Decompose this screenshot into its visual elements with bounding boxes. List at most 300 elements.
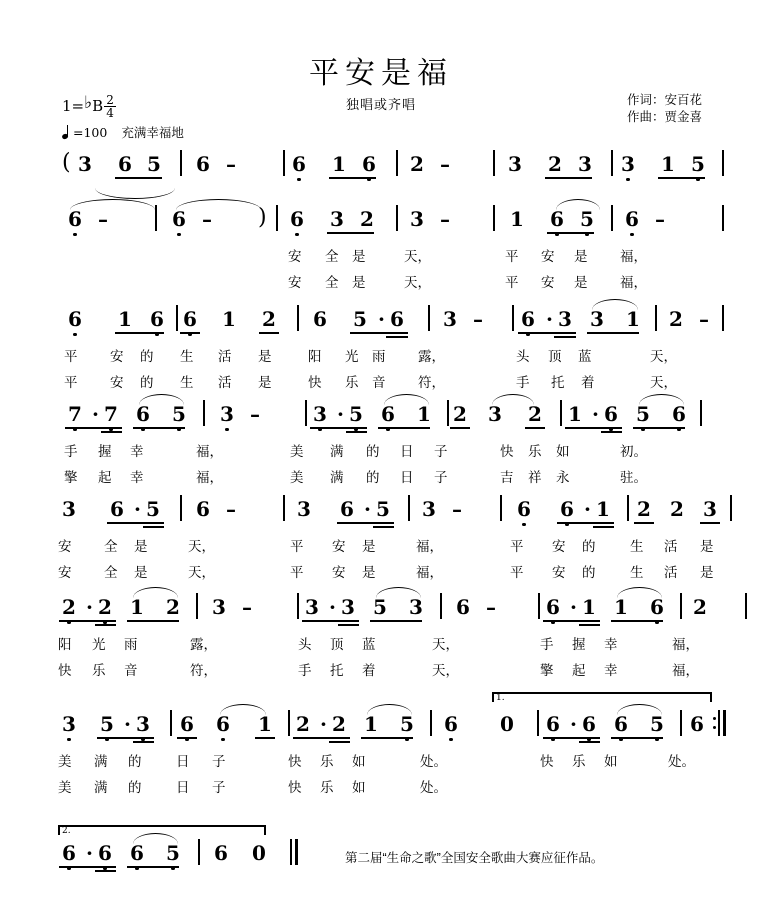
barline [198,839,200,865]
lyric-syllable: 是 [574,275,588,290]
note: 6 [172,207,186,231]
note: 5 [376,497,390,521]
barline [730,495,732,521]
note: 5 [172,402,186,426]
note: 1 [364,712,378,736]
barline [493,150,495,176]
lyric-syllable: 音 [372,375,386,390]
lyric-syllable: 活 [218,349,232,364]
lyrics-line-4-verse-2 [0,466,762,492]
barline [680,593,682,619]
lyric-syllable: 擎 [64,470,78,485]
competition-note: 第二届“生命之歌”全国安全歌曲大赛应征作品。 [345,851,604,865]
intro-open-paren: ( [62,150,71,175]
augmentation-dot: · [320,712,327,736]
note: 2 [410,152,424,176]
note: 6 [98,841,112,865]
lyric-syllable: 福， [672,637,699,652]
note: 3 [297,497,311,521]
key-prefix: 1= [62,97,85,115]
note: 6 [521,307,535,331]
lyric-syllable: 音 [124,663,138,678]
note: 5 [100,712,114,736]
beam [310,427,367,429]
lyric-syllable: 安 [288,249,302,264]
lyric-syllable: 初。 [620,444,647,459]
lyric-syllable: 全 [325,249,339,264]
lyric-syllable: 手 [298,663,312,678]
lyric-syllable: 处。 [420,754,447,769]
lyric-syllable: 快 [288,754,302,769]
lyric-syllable: 的 [128,754,142,769]
note: 6 [650,595,664,619]
beam [547,232,594,234]
note: 1 [222,307,236,331]
lyric-syllable: 平 [505,249,519,264]
lyric-syllable: 快 [540,754,554,769]
lyrics-line-7-verse-1 [0,750,762,776]
lyric-syllable: 子 [434,444,448,459]
note: 6 [546,712,560,736]
lyric-syllable: 平 [505,275,519,290]
lyric-syllable: 顶 [548,349,562,364]
beam [346,431,367,433]
score-row-2 [0,205,762,297]
note: 5 [146,497,160,521]
augmentation-dot: · [92,402,99,426]
key-letter: B [92,97,104,115]
augmentation-dot: · [570,595,577,619]
score-row-1 [0,150,762,190]
lyric-syllable: 乐 [320,780,334,795]
barline [276,205,278,231]
lyric-syllable: 快 [308,375,322,390]
note: 1 [332,152,346,176]
slur [592,299,638,310]
note: 0 [500,712,514,736]
lyric-syllable: 幸 [604,663,618,678]
lyrics-line-4-verse-1 [0,440,762,466]
time-signature [104,94,116,119]
lyric-syllable: 永 [556,470,570,485]
note-extender: – [226,497,236,521]
beam [337,522,394,524]
lyric-syllable: 光 [92,637,106,652]
note: 2 [548,152,562,176]
lyric-syllable: 乐 [528,444,542,459]
lyrics-line-2-verse-1 [0,245,762,271]
lyric-syllable: 福， [416,565,443,580]
lyric-syllable: 生 [630,539,644,554]
lyrics-line-5-verse-2 [0,561,762,587]
note: 6 [340,497,354,521]
note: 3 [62,497,76,521]
lyric-syllable: 天， [188,539,215,554]
barline [560,400,562,426]
slur [133,587,178,598]
score-row-7 [0,693,762,802]
note: 3 [62,712,76,736]
lyric-syllable: 安 [110,375,124,390]
note: 5 [636,402,650,426]
note: 5 [353,307,367,331]
beam [386,336,408,338]
note: 3 [703,497,717,521]
lyric-syllable: 是 [574,249,588,264]
barline [297,593,299,619]
slur [556,199,600,210]
note: 6 [444,712,458,736]
intro-close-paren: ) [258,205,267,230]
slur [133,833,178,844]
lyric-syllable: 的 [582,565,596,580]
lyric-syllable: 满 [330,444,344,459]
lyric-syllable: 乐 [572,754,586,769]
lyric-syllable: 是 [258,349,272,364]
slur [70,199,155,210]
lyric-syllable: 日 [400,444,414,459]
page-subtitle: 独唱或齐唱 [345,97,416,112]
augmentation-dot: · [570,712,577,736]
note: 2 [528,402,542,426]
lyric-syllable: 福， [620,249,647,264]
lyric-syllable: 福， [620,275,647,290]
note: 1 [596,497,610,521]
lyric-syllable: 雨 [124,637,138,652]
note-extender: – [699,307,709,331]
lyric-syllable: 天， [404,249,431,264]
augmentation-dot: · [364,497,371,521]
note: 6 [130,841,144,865]
lyric-syllable: 天， [650,349,677,364]
barline [722,305,724,331]
note: 2 [166,595,180,619]
lyric-syllable: 处。 [420,780,447,795]
note: 3 [422,497,436,521]
lyric-syllable: 平 [510,565,524,580]
barline [512,305,514,331]
note: 5 [373,595,387,619]
lyric-syllable: 全 [104,539,118,554]
lyric-syllable: 露， [190,637,217,652]
beam [543,620,600,622]
lyric-syllable: 平 [510,539,524,554]
lyric-syllable: 的 [140,349,154,364]
time-numerator: 2 [106,92,114,107]
lyric-syllable: 生 [630,565,644,580]
barline [176,305,178,331]
note: 3 [590,307,604,331]
lyric-syllable: 活 [664,539,678,554]
beam [133,427,185,429]
barline [288,710,290,736]
lyric-syllable: 生 [180,349,194,364]
note: 2 [453,402,467,426]
lyric-syllable: 的 [366,470,380,485]
note: 1 [626,307,640,331]
note-extender: – [655,207,665,231]
lyric-syllable: 蓝 [362,637,376,652]
note: 7 [104,402,118,426]
note: 3 [305,595,319,619]
note: 6 [216,712,230,736]
lyric-syllable: 幸 [604,637,618,652]
beam [95,624,116,626]
lyric-syllable: 安 [288,275,302,290]
barline [430,710,432,736]
note: 6 [604,402,618,426]
lyric-syllable: 天， [188,565,215,580]
composer-credit: 作曲：贾金喜 [626,110,702,124]
beam [293,737,350,739]
note: 6 [456,595,470,619]
augmentation-dot: · [134,497,141,521]
note: 2 [262,307,276,331]
note: 5 [691,152,705,176]
beam [177,737,197,739]
note: 6 [690,712,704,736]
note: 3 [313,402,327,426]
lyric-syllable: 平 [290,565,304,580]
note: 6 [110,497,124,521]
lyric-syllable: 头 [516,349,530,364]
beam [95,870,116,872]
note: 2 [98,595,112,619]
notation-line-4 [0,400,762,440]
lyric-syllable: 阳 [58,637,72,652]
note: 2 [693,595,707,619]
note: 3 [443,307,457,331]
barline [203,400,205,426]
note: 0 [252,841,266,865]
note: 1 [510,207,524,231]
slur [176,199,261,210]
lyrics-line-3-verse-2 [0,371,762,397]
lyric-syllable: 美 [290,444,304,459]
lyric-syllable: 着 [362,663,376,678]
beam [518,332,576,334]
augmentation-dot: · [86,841,93,865]
lyric-syllable: 安 [58,565,72,580]
lyric-syllable: 如 [556,444,570,459]
note: 1 [661,152,675,176]
note: 2 [637,497,651,521]
lyric-syllable: 全 [104,565,118,580]
augmentation-dot: · [592,402,599,426]
score-row-3 [0,305,762,397]
barline [722,205,724,231]
note: 1 [118,307,132,331]
lyric-syllable: 头 [298,637,312,652]
note: 2 [670,497,684,521]
beam [107,522,164,524]
note: 6 [362,152,376,176]
lyric-syllable: 福， [416,539,443,554]
note: 6 [196,497,210,521]
lyric-syllable: 子 [434,470,448,485]
beam [450,427,470,429]
beam [143,526,164,528]
barline [180,150,182,176]
note: 2 [360,207,374,231]
note: 6 [292,152,306,176]
lyric-syllable: 托 [330,663,344,678]
barline [722,150,724,176]
note: 5 [147,152,161,176]
lyric-syllable: 活 [218,375,232,390]
lyric-syllable: 露， [418,349,445,364]
note-extender: – [202,207,212,231]
lyric-syllable: 是 [134,565,148,580]
note: 6 [672,402,686,426]
notation-line-7 [0,700,762,740]
lyric-syllable: 的 [128,780,142,795]
note: 5 [580,207,594,231]
lyric-syllable: 是 [352,249,366,264]
beam [133,741,154,743]
augmentation-dot: · [584,497,591,521]
beam [97,737,154,739]
lyric-syllable: 如 [352,754,366,769]
note: 2 [669,307,683,331]
slur [376,587,421,598]
note: 3 [78,152,92,176]
lyric-syllable: 快 [58,663,72,678]
beam [579,741,600,743]
beam [633,427,685,429]
beam [329,177,376,179]
lyrics-line-6-verse-2 [0,659,762,685]
note: 6 [196,152,210,176]
beam [329,741,350,743]
lyric-syllable: 着 [581,375,595,390]
beam [611,620,663,622]
beam [361,737,413,739]
note: 6 [180,712,194,736]
note: 6 [517,497,531,521]
lyric-syllable: 握 [98,444,112,459]
lyric-syllable: 福， [196,444,223,459]
note: 6 [550,207,564,231]
barline [305,400,307,426]
note-extender: – [486,595,496,619]
slur [95,188,175,199]
lyric-syllable: 顶 [330,637,344,652]
lyric-syllable: 平 [290,539,304,554]
barline [170,710,172,736]
lyric-syllable: 平 [64,375,78,390]
barline [700,400,702,426]
note: 5 [166,841,180,865]
mood-marking: 充满幸福地 [121,126,184,140]
lyric-syllable: 日 [176,780,190,795]
lyric-syllable: 的 [140,375,154,390]
barline [627,495,629,521]
barline [537,710,539,736]
lyric-syllable: 符， [418,375,445,390]
note: 3 [578,152,592,176]
note: 3 [136,712,150,736]
slur [220,704,266,715]
beam [127,866,179,868]
beam [327,232,374,234]
lyrics-line-5-verse-1 [0,535,762,561]
barline [408,495,410,521]
lyric-syllable: 手 [64,444,78,459]
barline [440,593,442,619]
lyric-syllable: 起 [572,663,586,678]
note: 5 [650,712,664,736]
lyric-syllable: 安 [552,565,566,580]
beam [59,620,116,622]
lyrics-line-2-verse-2 [0,271,762,297]
beam [587,332,639,334]
tempo-value: =100 [73,124,108,140]
lyric-syllable: 安 [552,539,566,554]
second-ending-label: 2. [62,826,71,836]
slur [367,704,412,715]
beam [255,737,275,739]
barline [428,305,430,331]
barline [196,593,198,619]
barline [745,593,747,619]
note: 1 [582,595,596,619]
notation-line-1 [0,150,762,190]
beam [350,332,408,334]
note: 1 [130,595,144,619]
beam [543,737,600,739]
note: 6 [150,307,164,331]
lyric-syllable: 天， [432,663,459,678]
note: 3 [212,595,226,619]
note: 2 [296,712,310,736]
augmentation-dot: · [337,402,344,426]
credits [627,92,702,126]
note: 6 [614,712,628,736]
lyric-syllable: 符， [190,663,217,678]
notation-line-5 [0,495,762,535]
note: 6 [390,307,404,331]
lyric-syllable: 阳 [308,349,322,364]
note-extender: – [440,207,450,231]
lyric-syllable: 全 [325,275,339,290]
barline [283,150,285,176]
lyric-syllable: 安 [332,539,346,554]
lyric-syllable: 驻。 [620,470,647,485]
quarter-note-icon [62,126,71,138]
barline [396,205,398,231]
lyrics-line-7-verse-2 [0,776,762,802]
lyrics-line-3-verse-1 [0,345,762,371]
lyric-syllable: 幸 [130,470,144,485]
note: 3 [621,152,635,176]
beam [127,620,179,622]
note-extender: – [452,497,462,521]
augmentation-dot: · [86,595,93,619]
lyric-syllable: 安 [58,539,72,554]
note: 7 [68,402,82,426]
note: 6 [68,207,82,231]
barline [297,305,299,331]
lyric-syllable: 是 [700,565,714,580]
note: 3 [330,207,344,231]
note: 3 [409,595,423,619]
lyric-syllable: 生 [180,375,194,390]
note: 1 [568,402,582,426]
lyric-syllable: 福， [672,663,699,678]
key-and-tempo-block [62,92,184,142]
lyric-syllable: 祥 [528,470,542,485]
